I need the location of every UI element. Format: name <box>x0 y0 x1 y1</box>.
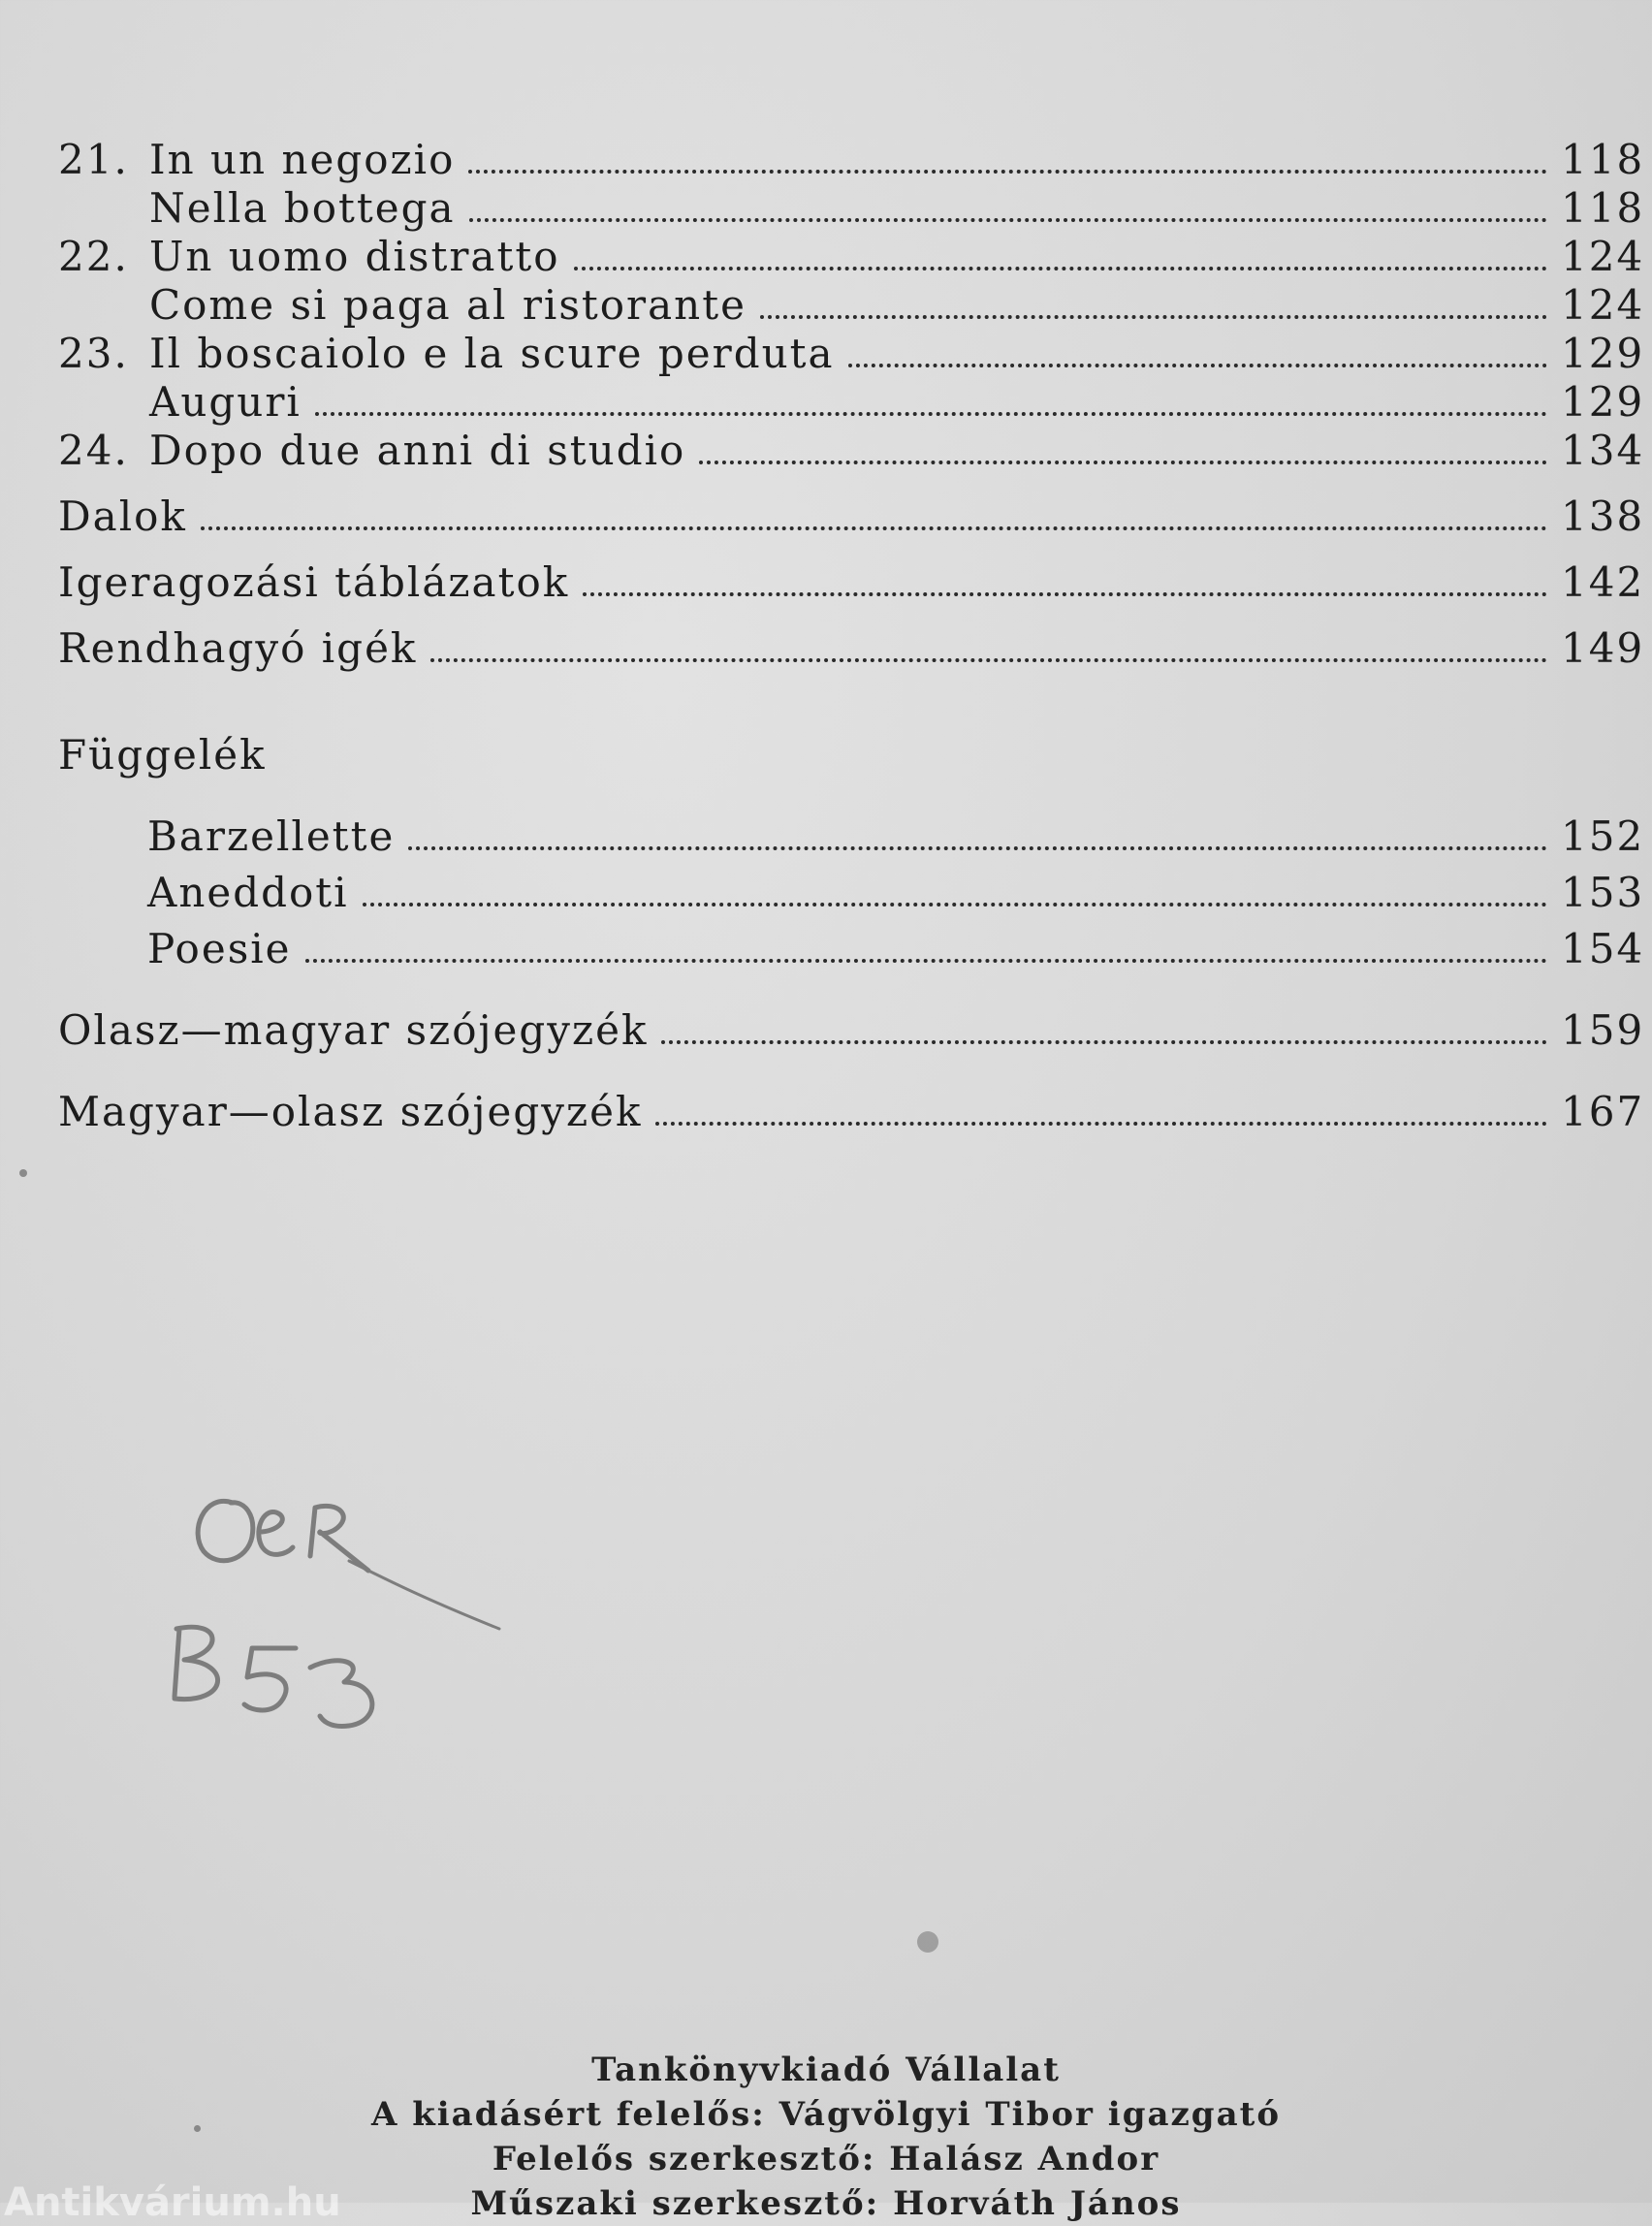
scan-speck <box>19 1169 27 1177</box>
toc-entry-title: Dopo due anni di studio <box>149 427 686 474</box>
dot-leader <box>468 170 1547 174</box>
toc-entry <box>58 281 1645 330</box>
dot-leader <box>760 315 1547 319</box>
toc-entry-title: Dalok <box>58 493 187 540</box>
dot-leader <box>201 526 1547 530</box>
toc-entry-title: Il boscaiolo e la scure perduta <box>149 330 835 377</box>
toc-entry-title: Poesie <box>147 925 292 972</box>
toc-entry <box>58 330 1645 378</box>
toc-entry-title: Un uomo distratto <box>149 233 560 280</box>
toc-entry-title: Auguri <box>149 378 302 426</box>
dot-leader <box>469 218 1547 222</box>
watermark: Antikvárium.hu <box>4 2180 341 2225</box>
toc-entry-page: 129 <box>1561 330 1645 377</box>
toc-entry-magyar-olasz <box>58 1088 1645 1136</box>
toc-subentry <box>58 869 1645 917</box>
toc-entry-page: 129 <box>1561 378 1645 426</box>
toc-entry-page: 118 <box>1561 184 1645 232</box>
toc-entry <box>58 233 1645 281</box>
toc-subentry <box>58 812 1645 861</box>
toc-entry-page: 138 <box>1561 493 1645 540</box>
toc-entry-page: 159 <box>1561 1006 1645 1054</box>
toc-entry-page: 167 <box>1561 1088 1645 1135</box>
scan-speck <box>917 1931 938 1953</box>
dot-leader <box>574 267 1547 270</box>
toc-entry-olasz-magyar <box>58 1006 1645 1055</box>
dot-leader <box>699 461 1547 464</box>
dot-leader <box>315 412 1547 416</box>
toc-entry-title: Igeragozási táblázatok <box>58 558 570 606</box>
toc-subentry <box>58 925 1645 973</box>
toc-entry-page: 152 <box>1561 812 1645 860</box>
toc-entry-dalok <box>58 493 1645 541</box>
toc-entry-page: 118 <box>1561 136 1645 183</box>
toc-entry-number: 22. <box>58 233 129 280</box>
toc-entry-title: Barzellette <box>147 812 396 860</box>
imprint-publisher: Tankönyvkiadó Vállalat <box>591 2051 1061 2089</box>
toc-entry-page: 153 <box>1561 869 1645 916</box>
toc-entry-title: Aneddoti <box>147 869 349 916</box>
toc-entry-page: 142 <box>1561 558 1645 606</box>
toc-entry-page: 124 <box>1561 233 1645 280</box>
dot-leader <box>363 903 1547 906</box>
section-heading-fuggelek: Függelék <box>58 731 267 779</box>
toc-entry <box>58 184 1645 233</box>
imprint-technical-editor: Műszaki szerkesztő: Horváth János <box>470 2184 1182 2223</box>
dot-leader <box>848 364 1547 367</box>
toc-entry-number: 21. <box>58 136 129 183</box>
toc-entry <box>58 378 1645 427</box>
toc-entry-title: In un negozio <box>149 136 456 183</box>
toc-entry-title: Rendhagyó igék <box>58 624 418 672</box>
toc-entry-page: 124 <box>1561 281 1645 329</box>
table-of-contents <box>58 136 1645 1136</box>
imprint-responsible: A kiadásért felelős: Vágvölgyi Tibor igazgató <box>370 2095 1281 2134</box>
toc-entry-rendhagyo <box>58 624 1645 673</box>
handwritten-pencil-note <box>155 1474 524 1745</box>
dot-leader <box>583 592 1547 596</box>
dot-leader <box>408 846 1547 850</box>
toc-entry-title: Magyar—olasz szójegyzék <box>58 1088 643 1135</box>
dot-leader <box>655 1122 1547 1126</box>
toc-entry-title: Olasz—magyar szójegyzék <box>58 1006 649 1054</box>
toc-entry-page: 134 <box>1561 427 1645 474</box>
toc-entry-number: 23. <box>58 330 129 377</box>
toc-entry-igeragozasi <box>58 558 1645 607</box>
toc-entry <box>58 136 1645 184</box>
imprint-editor: Felelős szerkesztő: Halász Andor <box>492 2140 1160 2178</box>
publisher-imprint <box>0 2048 1652 2225</box>
dot-leader <box>430 658 1547 662</box>
toc-entry <box>58 427 1645 475</box>
dot-leader <box>661 1040 1547 1044</box>
dot-leader <box>305 959 1547 963</box>
toc-entry-title: Come si paga al ristorante <box>149 281 747 329</box>
toc-entry-number: 24. <box>58 427 129 474</box>
toc-entry-page: 149 <box>1561 624 1645 672</box>
toc-entry-page: 154 <box>1561 925 1645 972</box>
toc-entry-title: Nella bottega <box>149 184 456 232</box>
